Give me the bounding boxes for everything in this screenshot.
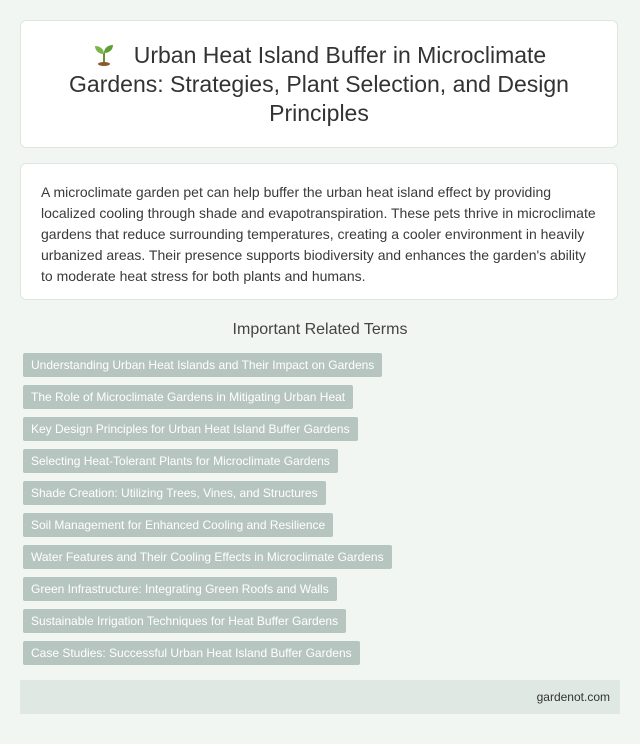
related-term-tag[interactable]: The Role of Microclimate Gardens in Mitigating Urban Heat	[23, 385, 353, 409]
description-text: A microclimate garden pet can help buffer the urban heat island effect by providing localized cooling through shade and evapotranspiration. These pets thrive in microclimate gardens that reduce surrounding temperatures, creating a cooler environment in heavily urbanized areas. Their presence supports biodiversity and enhances the garden's ability to moderate heat stress for both plants and humans.	[41, 184, 596, 284]
related-term-tag[interactable]: Green Infrastructure: Integrating Green Roofs and Walls	[23, 577, 337, 601]
page-title	[51, 41, 587, 128]
related-term-tag[interactable]: Key Design Principles for Urban Heat Island Buffer Gardens	[23, 417, 358, 441]
title-card	[20, 20, 618, 148]
related-term-tag[interactable]: Shade Creation: Utilizing Trees, Vines, and Structures	[23, 481, 326, 505]
related-term-tag[interactable]: Sustainable Irrigation Techniques for Heat Buffer Gardens	[23, 609, 346, 633]
related-term-tag[interactable]: Water Features and Their Cooling Effects in Microclimate Gardens	[23, 545, 392, 569]
footer	[20, 680, 620, 714]
related-terms-list	[23, 353, 613, 673]
related-term-tag[interactable]: Case Studies: Successful Urban Heat Island Buffer Gardens	[23, 641, 360, 665]
description-card	[20, 163, 618, 300]
related-term-tag[interactable]: Understanding Urban Heat Islands and Their Impact on Gardens	[23, 353, 382, 377]
sprout-icon	[92, 42, 116, 66]
page-title-text: Urban Heat Island Buffer in Microclimate Gardens: Strategies, Plant Selection, and Design Principles	[69, 41, 569, 126]
footer-site-link[interactable]: gardenot.com	[536, 690, 610, 704]
related-terms-heading: Important Related Terms	[232, 321, 408, 338]
related-term-tag[interactable]: Soil Management for Enhanced Cooling and Resilience	[23, 513, 333, 537]
related-term-tag[interactable]: Selecting Heat-Tolerant Plants for Microclimate Gardens	[23, 449, 338, 473]
